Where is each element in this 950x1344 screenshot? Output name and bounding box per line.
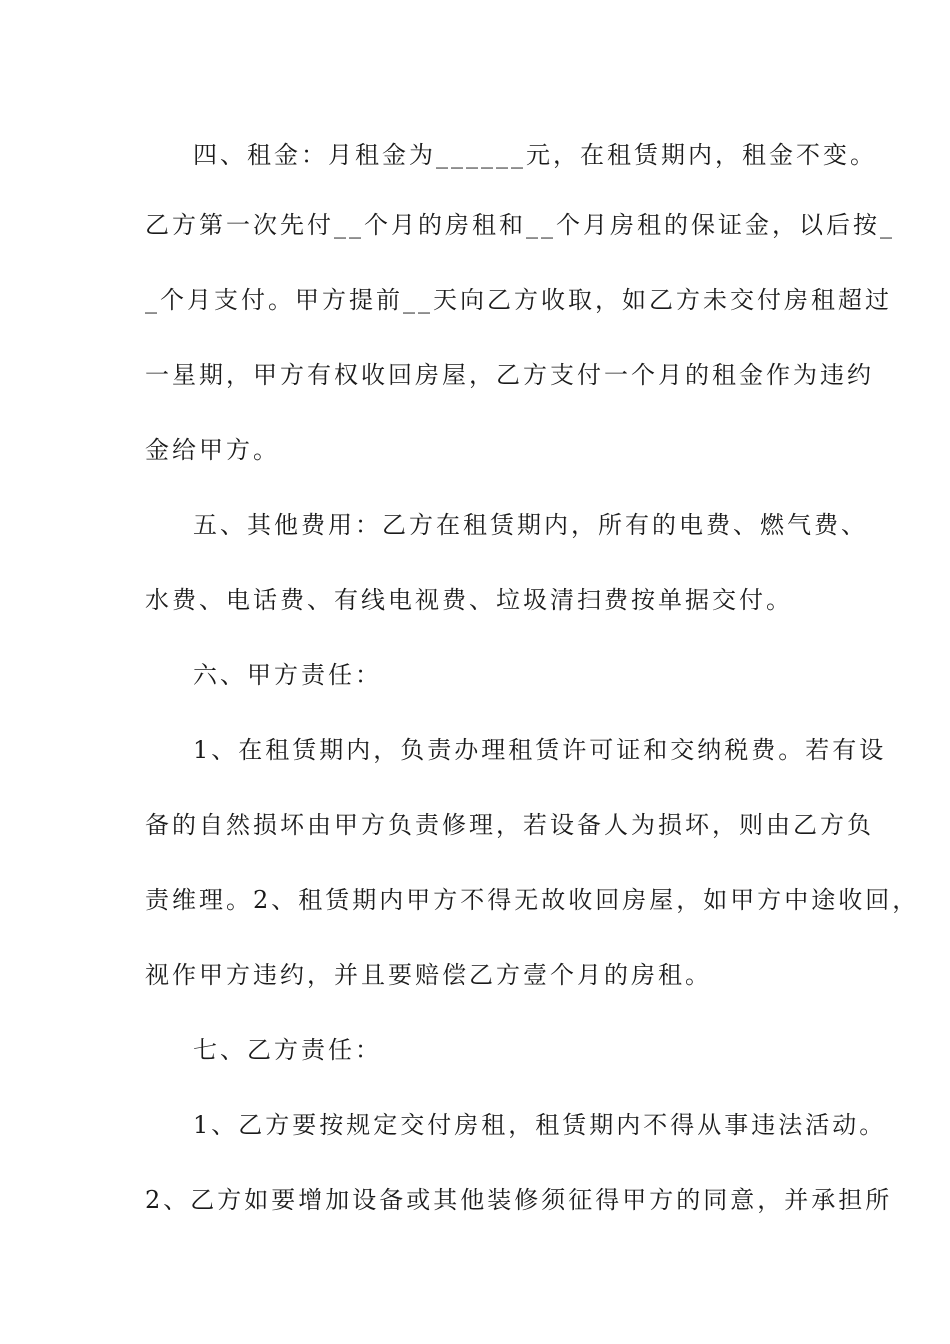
paragraph-line: _个月支付。甲方提前__天向乙方收取，如乙方未交付房租超过 — [145, 286, 892, 314]
paragraph-line: 1、乙方要按规定交付房租，租赁期内不得从事违法活动。 — [193, 1111, 887, 1139]
paragraph-line: 乙方第一次先付__个月的房租和__个月房租的保证金，以后按_ — [145, 211, 895, 239]
paragraph-line: 一星期，甲方有权收回房屋，乙方支付一个月的租金作为违约 — [145, 361, 874, 389]
paragraph-line: 2、乙方如要增加设备或其他装修须征得甲方的同意，并承担所 — [145, 1186, 893, 1214]
section-seven-heading: 七、乙方责任： — [193, 1036, 382, 1064]
section-four-rent: 四、租金：月租金为______元，在租赁期内，租金不变。 — [193, 141, 877, 169]
paragraph-line: 备的自然损坏由甲方负责修理，若设备人为损坏，则由乙方负 — [145, 811, 874, 839]
paragraph-line: 水费、电话费、有线电视费、垃圾清扫费按单据交付。 — [145, 586, 793, 614]
paragraph-line: 金给甲方。 — [145, 436, 280, 464]
section-five-other-fees: 五、其他费用：乙方在租赁期内，所有的电费、燃气费、 — [193, 511, 868, 539]
paragraph-line: 1、在租赁期内，负责办理租赁许可证和交纳税费。若有设 — [193, 736, 887, 764]
paragraph-line: 视作甲方违约，并且要赔偿乙方壹个月的房租。 — [145, 961, 712, 989]
paragraph-line: 责维理。2、租赁期内甲方不得无故收回房屋，如甲方中途收回， — [145, 886, 920, 914]
section-six-heading: 六、甲方责任： — [193, 661, 382, 689]
